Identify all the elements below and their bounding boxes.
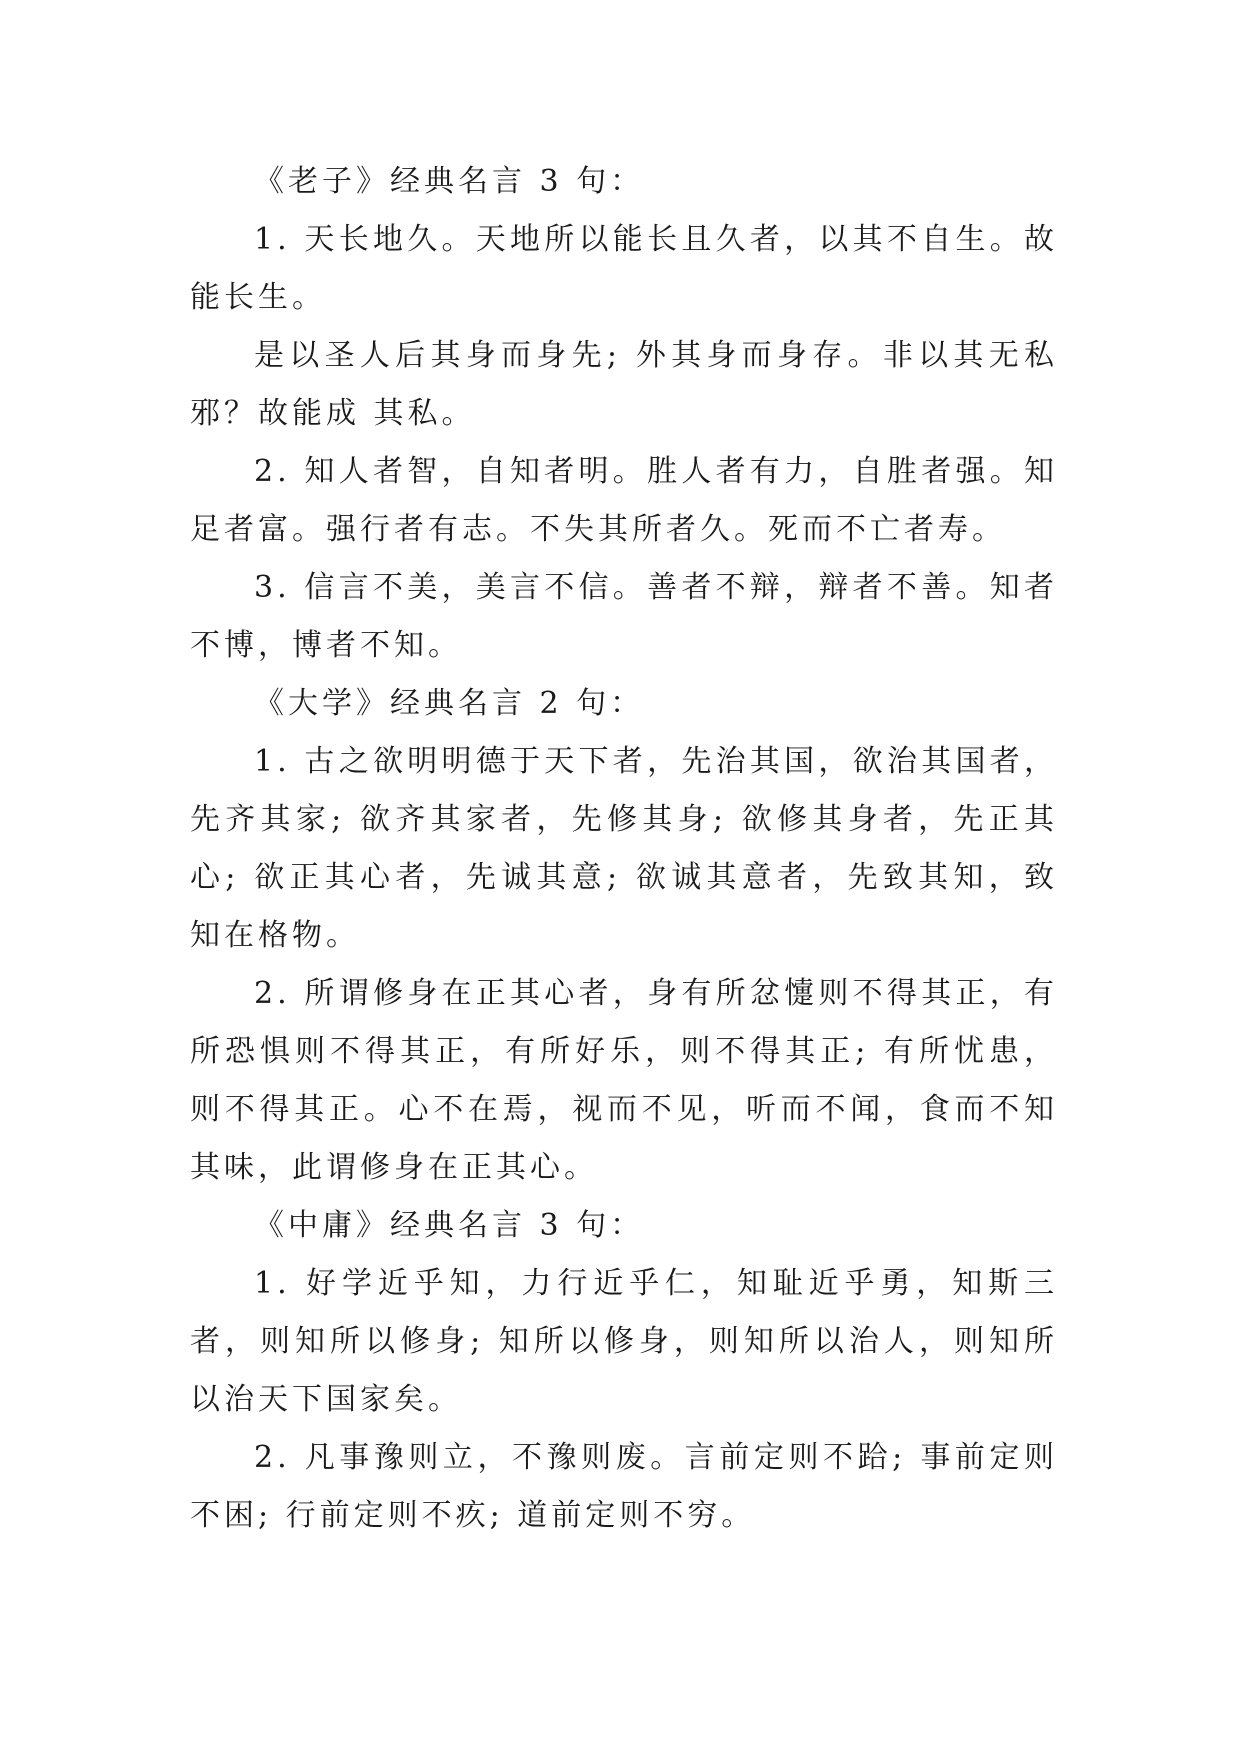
quote-zhongyong-1: 1. 好学近乎知，力行近乎仁，知耻近乎勇，知斯三者，则知所以修身; 知所以修身，则知所以治人，则知所以治天下国家矣。 — [190, 1266, 1058, 1417]
quote-laozi-1: 1. 天长地久。天地所以能长且久者，以其不自生。故能长生。 — [190, 222, 1058, 315]
document-body — [190, 153, 1058, 1545]
section-heading-laozi: 《老子》经典名言 3 句： — [254, 164, 645, 199]
quote-laozi-2: 2. 知人者智，自知者明。胜人者有力，自胜者强。知足者富。强行者有志。不失其所者久。死而不亡者寿。 — [190, 454, 1058, 547]
quote-daxue-1: 1. 古之欲明明德于天下者，先治其国，欲治其国者，先齐其家; 欲齐其家者，先修其身; 欲修其身者，先正其心; 欲正其心者，先诚其意; 欲诚其意者，先致其知，致知在格物。 — [190, 744, 1058, 953]
quote-laozi-3: 3. 信言不美，美言不信。善者不辩，辩者不善。知者不博，博者不知。 — [190, 570, 1058, 663]
quote-laozi-1-continued: 是以圣人后其身而身先; 外其身而身存。非以其无私邪？故能成 其私。 — [190, 338, 1058, 431]
quote-daxue-2: 2. 所谓修身在正其心者，身有所忿懥则不得其正，有所恐惧则不得其正，有所好乐，则不得其正; 有所忧患，则不得其正。心不在焉，视而不见，听而不闻，食而不知其味，此谓修身在正其心。 — [190, 976, 1058, 1185]
quote-zhongyong-2: 2. 凡事豫则立，不豫则废。言前定则不跲; 事前定则不困; 行前定则不疚; 道前定则不穷。 — [190, 1440, 1058, 1533]
section-heading-daxue: 《大学》经典名言 2 句： — [254, 686, 645, 721]
section-heading-zhongyong: 《中庸》经典名言 3 句： — [254, 1208, 645, 1243]
